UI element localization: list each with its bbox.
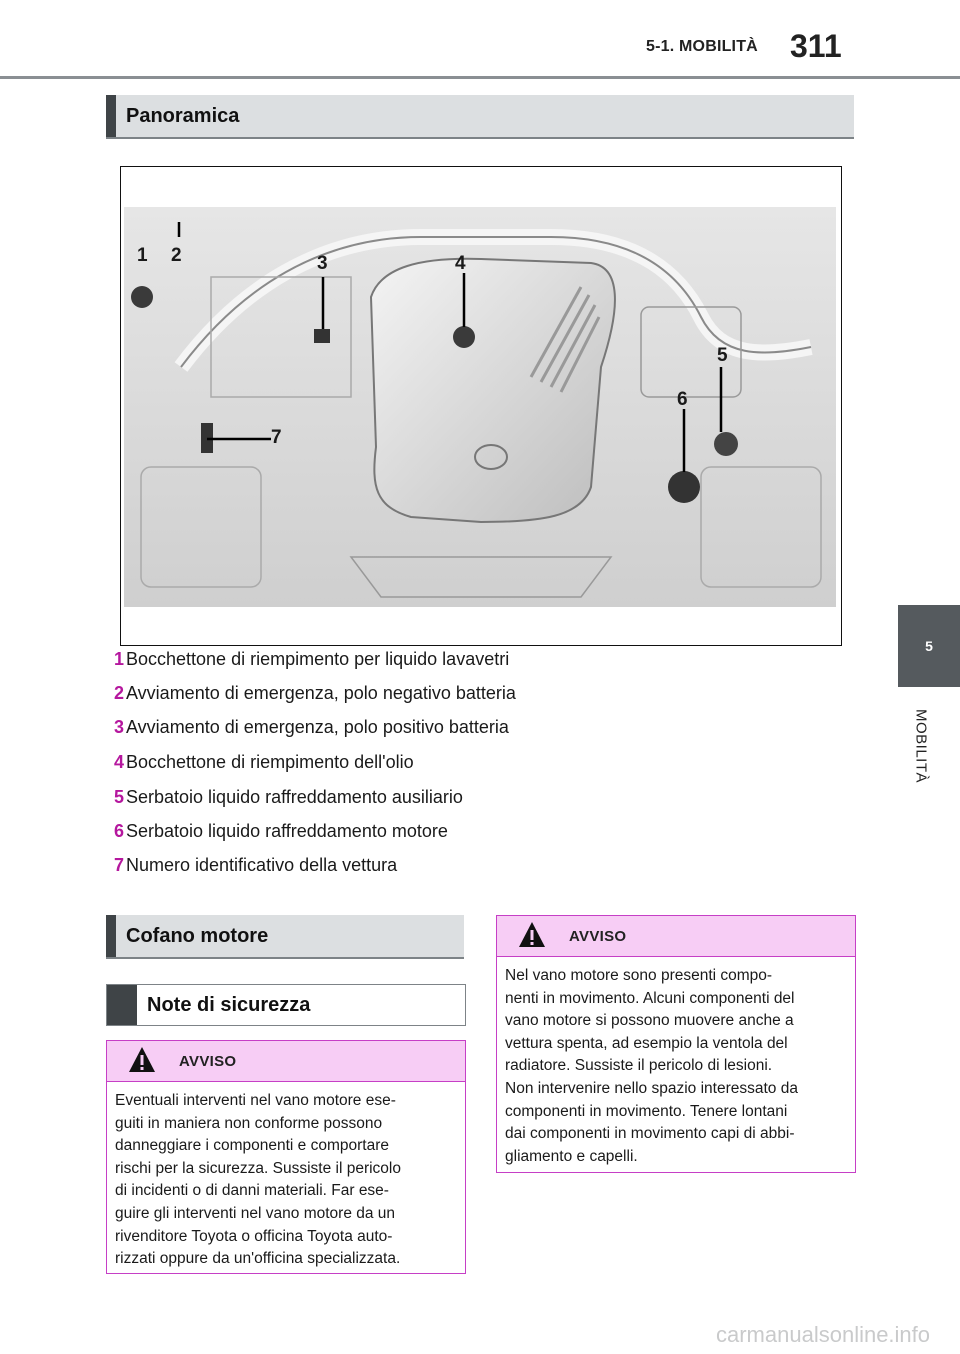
- legend-item: [102, 749, 414, 775]
- warning-body: [107, 1082, 465, 1271]
- engine-bay-illustration: [121, 167, 841, 645]
- legend-number: 4: [113, 751, 124, 772]
- callout-5: 5: [717, 345, 728, 366]
- warning-line: rivenditore Toyota o officina Toyota auto-: [115, 1227, 393, 1245]
- engine-bay-figure: [120, 166, 842, 646]
- heading-accent: [106, 915, 116, 957]
- legend-number: 7: [113, 854, 124, 875]
- header-rule: [0, 76, 960, 79]
- warning-triangle-icon: [517, 920, 547, 950]
- legend-item: [102, 818, 448, 844]
- callout-7: 7: [271, 427, 282, 448]
- chapter-label: MOBILITÀ: [912, 708, 930, 783]
- warning-line: gliamento e capelli.: [505, 1147, 638, 1165]
- legend-number: 6: [113, 820, 124, 841]
- subheading-accent: [107, 985, 137, 1025]
- warning-line: Nel vano motore sono presenti compo-: [505, 967, 773, 984]
- callout-2: 2: [171, 245, 182, 266]
- legend-text: Numero identificativo della vettura: [126, 854, 398, 875]
- warning-line: Eventuali interventi nel vano motore ese-: [115, 1092, 396, 1109]
- warning-line: guiti in maniera non conforme possono: [115, 1114, 383, 1132]
- warning-line: guire gli interventi nel vano motore da un: [115, 1204, 396, 1222]
- warning-line: nenti in movimento. Alcuni componenti del: [505, 989, 795, 1007]
- legend-text: Serbatoio liquido raffreddamento motore: [126, 820, 448, 841]
- legend-text: Bocchettone di riempimento dell'olio: [126, 751, 414, 772]
- hood-heading-text: Cofano motore: [126, 924, 269, 947]
- legend-item: [102, 714, 509, 740]
- warning-line: vettura spenta, ad esempio la ventola del: [505, 1034, 788, 1052]
- safety-notes-heading: [106, 984, 466, 1026]
- warning-body: [497, 957, 855, 1168]
- legend-text: Bocchettone di riempimento per liquido lavavetri: [126, 648, 510, 669]
- chapter-tab: 5: [898, 605, 960, 687]
- legend-text: Avviamento di emergenza, polo positivo batteria: [126, 716, 509, 737]
- legend-number: 3: [113, 716, 124, 737]
- legend-item: [102, 784, 463, 810]
- warning-header: [107, 1041, 465, 1082]
- warning-line: Non intervenire nello spazio interessato da: [505, 1079, 798, 1097]
- legend-number: 2: [113, 682, 124, 703]
- overview-heading-text: Panoramica: [126, 104, 240, 127]
- warning-box-left: [106, 1040, 466, 1274]
- legend-number: 1: [113, 648, 124, 669]
- legend-text: Avviamento di emergenza, polo negativo batteria: [126, 682, 516, 703]
- page-number: 311: [790, 28, 842, 64]
- legend-number: 5: [113, 786, 124, 807]
- warning-line: componenti in movimento. Tenere lontani: [505, 1102, 788, 1120]
- legend-item: [102, 680, 516, 706]
- legend-item: [102, 646, 509, 672]
- section-title: 5-1. MOBILITÀ: [646, 38, 758, 55]
- callout-4: 4: [455, 253, 466, 274]
- callout-1: 1: [137, 245, 148, 266]
- legend-item: [102, 852, 397, 878]
- warning-title: AVVISO: [179, 1053, 237, 1070]
- heading-accent: [106, 95, 116, 137]
- legend-text: Serbatoio liquido raffreddamento ausiliario: [126, 786, 463, 807]
- warning-line: vano motore si possono muovere anche a: [505, 1012, 794, 1030]
- warning-line: di incidenti o di danni materiali. Far ese-: [115, 1182, 389, 1200]
- safety-notes-text: Note di sicurezza: [147, 993, 311, 1016]
- warning-line: dai componenti in movimento capi di abbi-: [505, 1125, 795, 1143]
- warning-title: AVVISO: [569, 928, 627, 945]
- overview-heading: [106, 95, 854, 139]
- warning-line: danneggiare i componenti e comportare: [115, 1137, 390, 1155]
- warning-line: radiatore. Sussiste il pericolo di lesioni.: [505, 1057, 773, 1075]
- callout-3: 3: [317, 253, 328, 274]
- footer-watermark: carmanualsonline.info: [716, 1322, 931, 1347]
- warning-line: rischi per la sicurezza. Sussiste il pericolo: [115, 1159, 401, 1177]
- warning-header: [497, 916, 855, 957]
- warning-triangle-icon: [127, 1045, 157, 1075]
- warning-box-right: [496, 915, 856, 1173]
- callout-6: 6: [677, 389, 688, 410]
- hood-heading: [106, 915, 464, 959]
- warning-line: rizzati oppure da un'officina specializzata.: [115, 1250, 401, 1268]
